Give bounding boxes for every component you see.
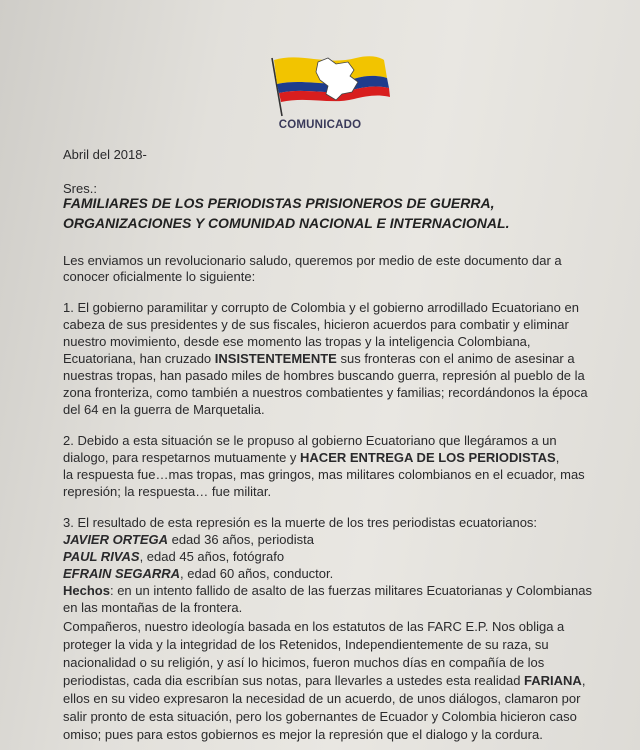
hechos-text: : en un intento fallido de asalto de las fuerzas militares Ecuatorianas y Colombianas: [109, 583, 592, 598]
victim-detail: , edad 60 años, conductor.: [180, 566, 334, 581]
addressee-line: FAMILIARES DE LOS PERIODISTAS PRISIONEROS DE GUERRA,: [63, 195, 495, 211]
closing-text: ,: [581, 673, 586, 688]
victim-line: [63, 532, 314, 547]
document-date: Abril del 2018-: [63, 147, 147, 162]
point1-line: del 64 en la guerra de Marquetalia.: [63, 402, 265, 417]
point2-emphasis: HACER ENTREGA DE LOS PERIODISTAS: [300, 450, 556, 465]
closing-line: proteger la vida y la integridad de los Retenidos, Independientemente de su raza, su: [63, 637, 549, 652]
addressee-line: ORGANIZACIONES Y COMUNIDAD NACIONAL E INTERNACIONAL.: [63, 215, 510, 231]
point1-line: [63, 351, 575, 366]
point2-text: ,: [555, 450, 560, 465]
closing-line: salir pronto de esta situación, pero los gobernantes de Ecuador y Colombia hicieron caso: [63, 709, 577, 724]
point1-line: cabeza de sus presidentes y de sus fiscales, hicieron acuerdos para combatir y eliminar: [63, 317, 569, 332]
point1-line: 1. El gobierno paramilitar y corrupto de Colombia y el gobierno arrodillado Ecuatoriano en: [63, 300, 579, 315]
victim-name: JAVIER ORTEGA: [63, 532, 168, 547]
flag-logo: [266, 50, 390, 120]
closing-line: nacionalidad o su religión, y así lo hicimos, fueron muchos días en compañía de los: [63, 655, 545, 670]
closing-emphasis: FARIANA: [524, 673, 582, 688]
victim-detail: edad 36 años, periodista: [167, 532, 314, 547]
point2-line: 2. Debido a esta situación se le propuso al gobierno Ecuatoriano que llegáramos a un: [63, 433, 557, 448]
closing-line: [63, 673, 585, 688]
intro-line: conocer oficialmente lo siguiente:: [63, 269, 256, 284]
victim-name: PAUL RIVAS: [63, 549, 140, 564]
point1-line: nuestras tropas, han pasado miles de hombres buscando guerra, represión al pueblo de la: [63, 368, 585, 383]
hechos-line: en las montañas de la frontera.: [63, 600, 243, 615]
point3-line: 3. El resultado de esta represión es la muerte de los tres periodistas ecuatorianos:: [63, 515, 538, 530]
point1-emphasis: INSISTENTEMENTE: [214, 351, 337, 366]
intro-line: Les enviamos un revolucionario saludo, queremos por medio de este documento dar a: [63, 253, 562, 268]
closing-line: ellos en su video expresaron la necesidad de un acuerdo, de unos diálogos, clamaron por: [63, 691, 581, 706]
logo-title: COMUNICADO: [278, 119, 362, 131]
closing-line: Compañeros, nuestro ideología basada en los estatutos de las FARC E.P. Nos obliga a: [63, 619, 565, 634]
closing-text: periodistas, cada dia escribían sus notas, para llevarles a ustedes esta realidad: [63, 673, 525, 688]
point2-line: [63, 450, 559, 465]
point1-line: zona fronteriza, como también a nuestros combatientes y familias; recordándonos la época: [63, 385, 588, 400]
victim-line: [63, 566, 333, 581]
point2-text: dialogo, para respetarnos mutuamente y: [63, 450, 301, 465]
hechos-line: [63, 583, 592, 598]
hechos-label: Hechos: [63, 583, 110, 598]
point1-text: sus fronteras con el animo de asesinar a: [336, 351, 575, 366]
victim-detail: , edad 45 años, fotógrafo: [139, 549, 285, 564]
salutation: Sres.:: [63, 181, 97, 196]
victim-name: EFRAIN SEGARRA: [63, 566, 181, 581]
flag-icon: [272, 56, 390, 116]
closing-line: omiso; pues para estos gobiernos es mejor la represión que el dialogo y la cordura.: [63, 727, 543, 742]
victim-line: [63, 549, 284, 564]
point2-line: represión; la respuesta… fue militar.: [63, 484, 272, 499]
point1-line: nuestro movimiento, desde ese momento las tropas y la inteligencia Colombiana,: [63, 334, 531, 349]
point2-line: la respuesta fue…mas tropas, mas gringos, mas militares colombianos en el ecuador, mas: [63, 467, 585, 482]
point1-text: Ecuatoriana, han cruzado: [63, 351, 215, 366]
